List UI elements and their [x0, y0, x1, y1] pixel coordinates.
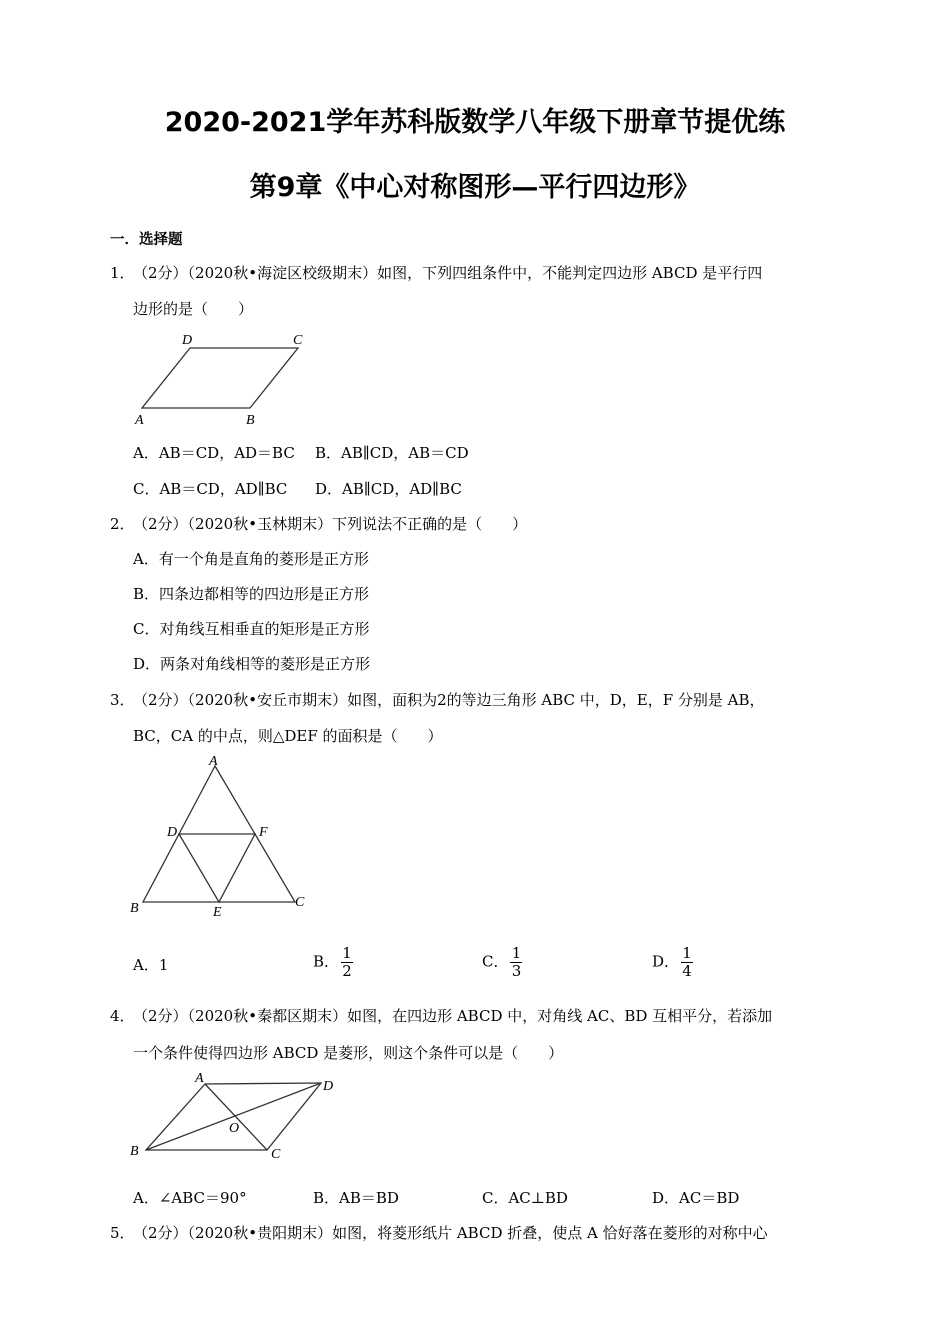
- question-2-option-d[interactable]: D．两条对角线相等的菱形是正方形: [133, 655, 371, 673]
- question-4-text-line-2: 一个条件使得四边形 ABCD 是菱形，则这个条件可以是（ ）: [133, 1044, 564, 1062]
- label-a: A: [209, 754, 218, 769]
- label-b: B: [130, 1144, 139, 1159]
- question-5-text-line-1: （2分）（2020秋•贵阳期末）如图，将菱形纸片 ABCD 折叠，使点 A 恰好落在菱形的对称中心: [133, 1224, 768, 1242]
- question-1-text-line-2: 边形的是（ ）: [133, 300, 254, 318]
- question-2-option-b[interactable]: B．四条边都相等的四边形是正方形: [133, 585, 370, 603]
- question-4-text-line-1: （2分）（2020秋•秦都区期末）如图，在四边形 ABCD 中，对角线 AC、BD 互相平分，若添加: [133, 1007, 773, 1025]
- question-1-text-line-1: （2分）（2020秋•海淀区校级期末）如图，下列四组条件中，不能判定四边形 ABCD 是平行四: [133, 264, 763, 282]
- label-c: C: [295, 895, 305, 910]
- question-3-text-line-2: BC，CA 的中点，则△DEF 的面积是（ ）: [133, 727, 443, 745]
- question-3-figure-triangle: [125, 750, 325, 920]
- label-c: C: [271, 1147, 281, 1162]
- label-b: B: [246, 413, 255, 428]
- question-3-option-b[interactable]: [313, 945, 353, 980]
- question-4-number: 4．: [110, 1007, 135, 1025]
- parallelogram-abcd: [142, 348, 298, 408]
- question-2-option-a[interactable]: A．有一个角是直角的菱形是正方形: [133, 550, 369, 568]
- question-1-option-c[interactable]: C．AB＝CD，AD∥BC: [133, 480, 288, 498]
- label-c: C: [293, 333, 303, 348]
- option-d-letter: D．: [652, 952, 680, 971]
- question-2-text-line-1: （2分）（2020秋•玉林期末）下列说法不正确的是（ ）: [133, 515, 528, 533]
- label-a: A: [195, 1071, 204, 1086]
- question-1-number: 1．: [110, 264, 135, 282]
- question-1-option-b[interactable]: B．AB∥CD，AB＝CD: [315, 444, 469, 462]
- question-4-figure-quadrilateral: [125, 1066, 355, 1166]
- question-2-option-c[interactable]: C．对角线互相垂直的矩形是正方形: [133, 620, 370, 638]
- option-c-letter: C．: [482, 952, 509, 971]
- question-3-option-d[interactable]: [652, 945, 693, 980]
- label-b: B: [130, 901, 139, 916]
- label-f: F: [259, 825, 268, 840]
- fraction-one-quarter: $\frac{1}{4}$: [682, 944, 692, 980]
- title-line-1: 2020-2021学年苏科版数学八年级下册章节提优练: [164, 107, 786, 138]
- label-a: A: [135, 413, 144, 428]
- diagonal-ac: [205, 1084, 267, 1150]
- fraction-one-half: $\frac{1}{2}$: [342, 944, 352, 980]
- question-1-option-d[interactable]: D．AB∥CD，AD∥BC: [315, 480, 462, 498]
- question-1-option-a[interactable]: A．AB＝CD，AD＝BC: [133, 444, 295, 462]
- option-b-letter: B．: [313, 952, 340, 971]
- section-heading: 一．选择题: [110, 232, 183, 248]
- question-3-option-c[interactable]: [482, 945, 522, 980]
- question-4-option-a[interactable]: A．∠ABC＝90°: [133, 1189, 247, 1207]
- label-o: O: [229, 1121, 240, 1136]
- label-e: E: [213, 905, 222, 920]
- question-5-number: 5．: [110, 1224, 135, 1242]
- question-4-option-d[interactable]: D．AC＝BD: [652, 1189, 740, 1207]
- label-d: D: [182, 333, 193, 348]
- fraction-one-third: $\frac{1}{3}$: [511, 944, 522, 980]
- question-2-number: 2．: [110, 515, 135, 533]
- label-d: D: [167, 825, 178, 840]
- title-line-2: 第9章《中心对称图形—平行四边形》: [249, 172, 701, 203]
- question-3-number: 3．: [110, 691, 135, 709]
- label-d: D: [323, 1079, 334, 1094]
- question-1-figure-parallelogram: [130, 328, 320, 428]
- question-4-option-b[interactable]: B．AB＝BD: [313, 1189, 399, 1207]
- triangle-def: [179, 834, 255, 902]
- question-4-option-c[interactable]: C．AC⊥BD: [482, 1189, 568, 1207]
- question-3-text-line-1: （2分）（2020秋•安丘市期末）如图，面积为2的等边三角形 ABC 中，D，E，F 分别是 AB，: [133, 691, 765, 709]
- question-3-option-a[interactable]: A．1: [133, 956, 169, 974]
